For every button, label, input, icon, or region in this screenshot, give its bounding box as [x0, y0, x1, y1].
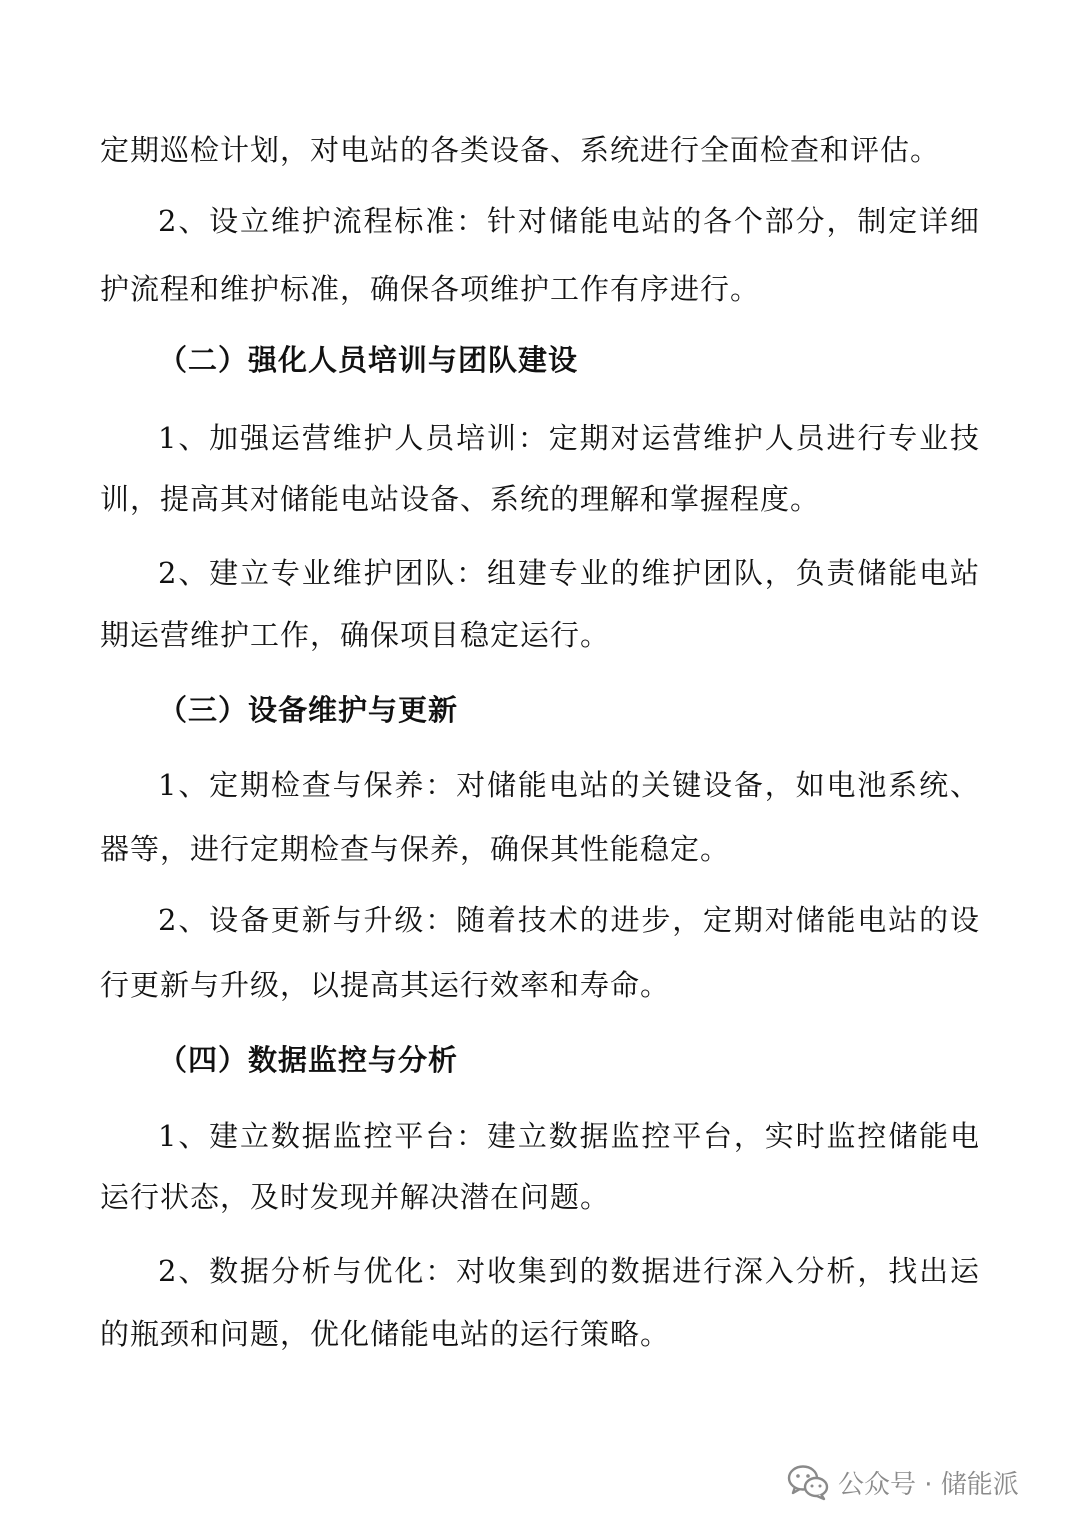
paragraph-line: 器等，进行定期检查与保养，确保其性能稳定。 [100, 832, 731, 866]
paragraph-line: 1、加强运营维护人员培训：定期对运营维护人员进行专业技 [158, 421, 980, 455]
paragraph-line: 训，提高其对储能电站设备、系统的理解和掌握程度。 [100, 482, 821, 516]
paragraph-line: 运行状态，及时发现并解决潜在问题。 [100, 1180, 611, 1214]
section-heading: （二）强化人员培训与团队建设 [158, 343, 579, 377]
wechat-icon [786, 1462, 830, 1502]
paragraph-line: 2、数据分析与优化：对收集到的数据进行深入分析，找出运 [158, 1254, 980, 1288]
paragraph-line: 期运营维护工作，确保项目稳定运行。 [100, 618, 611, 652]
paragraph-line: 护流程和维护标准，确保各项维护工作有序进行。 [100, 272, 761, 306]
paragraph-line: 的瓶颈和问题，优化储能电站的运行策略。 [100, 1317, 671, 1351]
watermark-text: 公众号 · 储能派 [838, 1469, 1019, 1500]
paragraph-line: 定期巡检计划，对电站的各类设备、系统进行全面检查和评估。 [100, 133, 941, 167]
paragraph-line: 2、设立维护流程标准：针对储能电站的各个部分，制定详细 [158, 204, 980, 238]
paragraph-line: 行更新与升级，以提高其运行效率和寿命。 [100, 968, 671, 1002]
paragraph-line: 2、建立专业维护团队：组建专业的维护团队，负责储能电站 [158, 556, 980, 590]
section-heading: （四）数据监控与分析 [158, 1043, 459, 1077]
paragraph-line: 1、建立数据监控平台：建立数据监控平台，实时监控储能电 [158, 1119, 980, 1153]
paragraph-line: 1、定期检查与保养：对储能电站的关键设备，如电池系统、 [158, 768, 980, 802]
paragraph-line: 2、设备更新与升级：随着技术的进步，定期对储能电站的设 [158, 903, 980, 937]
section-heading: （三）设备维护与更新 [158, 693, 459, 727]
watermark [786, 1462, 1056, 1502]
